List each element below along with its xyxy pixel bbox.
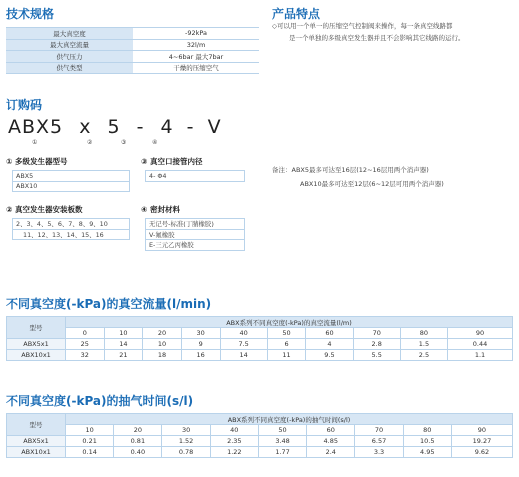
plate-group-title: ② 真空发生器安装板数 — [6, 205, 83, 214]
note-line: ABX10最多可达至12层(6~12层可用两个消声器) — [300, 180, 444, 188]
note-line: 备注：ABX5最多可达至16层(12~16层用两个消声器) — [272, 166, 429, 174]
code-marker: ① — [32, 139, 38, 146]
code-marker: ② — [87, 139, 93, 146]
evac-table-title: 不同真空度(-kPa)的抽气时间(s/l) — [6, 394, 194, 408]
table-row — [7, 436, 513, 447]
model-option: ABX10 — [13, 181, 130, 192]
spec-value: 32l/m — [133, 39, 259, 51]
table-cell: 0.21 — [66, 436, 114, 447]
column-header: 30 — [181, 328, 220, 339]
code-part: 5 — [107, 116, 121, 138]
code-marker: ③ — [121, 139, 127, 146]
table-cell: 4.85 — [307, 436, 355, 447]
table-cell: 2.8 — [353, 339, 400, 350]
column-header: 40 — [220, 328, 267, 339]
row-model: ABX5x1 — [7, 339, 66, 350]
table-cell: 14 — [104, 339, 143, 350]
model-group-title: ① 多级发生器型号 — [6, 157, 68, 166]
spec-label: 最大真空度 — [6, 28, 133, 40]
table-cell: 4 — [306, 339, 353, 350]
table-row — [7, 350, 513, 361]
column-header: 60 — [307, 425, 355, 436]
column-header: 80 — [400, 328, 447, 339]
features-line: ◇可以用一个单一的压缩空气控制阀来操作，每一条真空线路都 — [272, 22, 453, 30]
code-separator: - — [136, 116, 145, 138]
table-cell: 1.5 — [400, 339, 447, 350]
spec-table — [6, 27, 259, 74]
spec-row — [6, 62, 259, 74]
evac-header: ABX系列不同真空度(-kPa)的抽气时间(s/l) — [66, 414, 513, 425]
table-cell: 18 — [143, 350, 182, 361]
table-cell: 9 — [181, 339, 220, 350]
port-group-title: ③ 真空口接管内径 — [141, 157, 203, 166]
flow-table-title: 不同真空度(-kPa)的真空流量(l/min) — [6, 297, 212, 311]
row-model: ABX10x1 — [7, 350, 66, 361]
table-cell: 1.52 — [162, 436, 210, 447]
spec-value: 干燥的压缩空气 — [133, 62, 259, 74]
evac-columns — [7, 425, 513, 436]
model-option: ABX5 — [13, 171, 130, 182]
table-cell: 2.5 — [400, 350, 447, 361]
code-part: V — [207, 116, 222, 138]
plate-list — [12, 218, 130, 240]
model-list — [12, 170, 130, 192]
seal-option: 无记号-标准(丁腈橡胶) — [146, 219, 245, 230]
code-marker: ④ — [152, 139, 158, 146]
table-cell: 11 — [267, 350, 306, 361]
model-header: 型号 — [7, 414, 66, 436]
table-cell: 2.35 — [210, 436, 258, 447]
column-header: 90 — [451, 425, 512, 436]
spec-label: 供气类型 — [6, 62, 133, 74]
seal-option: E-三元乙丙橡胶 — [146, 240, 245, 251]
table-cell: 16 — [181, 350, 220, 361]
column-header: 50 — [267, 328, 306, 339]
features-text — [272, 20, 512, 44]
spec-row — [6, 39, 259, 51]
spec-label: 最大真空流量 — [6, 39, 133, 51]
code-part: 4 — [160, 116, 174, 138]
table-cell: 25 — [66, 339, 105, 350]
flow-table — [6, 316, 513, 361]
table-cell: 1.1 — [448, 350, 513, 361]
table-cell: 1.77 — [258, 447, 306, 458]
plate-option: 11、12、13、14、15、16 — [13, 229, 130, 240]
column-header: 70 — [353, 328, 400, 339]
table-cell: 14 — [220, 350, 267, 361]
spec-value: -92kPa — [133, 28, 259, 40]
table-cell: 9.62 — [451, 447, 512, 458]
code-separator: - — [186, 116, 195, 138]
flow-columns — [7, 328, 513, 339]
column-header: 30 — [162, 425, 210, 436]
port-option: 4- Φ4 — [146, 171, 245, 182]
evac-table — [6, 413, 513, 458]
spec-label: 供气压力 — [6, 51, 133, 63]
column-header: 20 — [143, 328, 182, 339]
flow-header: ABX系列不同真空度(-kPa)的真空流量(l/m) — [66, 317, 513, 328]
model-header: 型号 — [7, 317, 66, 339]
table-cell: 32 — [66, 350, 105, 361]
column-header: 70 — [355, 425, 403, 436]
seal-option: V-氟橡胶 — [146, 229, 245, 240]
order-title: 订购码 — [6, 98, 43, 112]
table-cell: 10 — [143, 339, 182, 350]
spec-row — [6, 28, 259, 40]
table-row — [7, 447, 513, 458]
table-cell: 0.78 — [162, 447, 210, 458]
table-cell: 0.81 — [114, 436, 162, 447]
table-row — [7, 339, 513, 350]
table-cell: 21 — [104, 350, 143, 361]
order-code — [8, 116, 222, 138]
table-cell: 10.5 — [403, 436, 451, 447]
spec-value: 4~6bar 最大7bar — [133, 51, 259, 63]
code-part: ABX5 — [8, 116, 64, 138]
features-title: 产品特点 — [272, 7, 321, 21]
column-header: 80 — [403, 425, 451, 436]
column-header: 90 — [448, 328, 513, 339]
table-cell: 5.5 — [353, 350, 400, 361]
column-header: 0 — [66, 328, 105, 339]
features-line: 是一个单独的多级真空发生器并且不会影响其它线路的运行。 — [289, 34, 465, 42]
seal-group-title: ④ 密封材料 — [141, 205, 180, 214]
table-cell: 1.22 — [210, 447, 258, 458]
column-header: 10 — [66, 425, 114, 436]
spec-row — [6, 51, 259, 63]
order-note — [272, 163, 444, 191]
table-cell: 0.40 — [114, 447, 162, 458]
column-header: 10 — [104, 328, 143, 339]
table-cell: 0.44 — [448, 339, 513, 350]
column-header: 40 — [210, 425, 258, 436]
table-cell: 6 — [267, 339, 306, 350]
table-cell: 7.5 — [220, 339, 267, 350]
table-cell: 6.57 — [355, 436, 403, 447]
plate-option: 2、3、4、5、6、7、8、9、10 — [13, 219, 130, 230]
table-cell: 4.95 — [403, 447, 451, 458]
table-cell: 0.14 — [66, 447, 114, 458]
table-cell: 3.3 — [355, 447, 403, 458]
table-cell: 2.4 — [307, 447, 355, 458]
column-header: 50 — [258, 425, 306, 436]
table-cell: 19.27 — [451, 436, 512, 447]
code-separator: x — [79, 116, 92, 138]
table-cell: 9.5 — [306, 350, 353, 361]
row-model: ABX5x1 — [7, 436, 66, 447]
port-list — [145, 170, 245, 182]
row-model: ABX10x1 — [7, 447, 66, 458]
spec-title: 技术规格 — [6, 7, 55, 21]
column-header: 60 — [306, 328, 353, 339]
seal-list — [145, 218, 245, 251]
table-cell: 3.48 — [258, 436, 306, 447]
column-header: 20 — [114, 425, 162, 436]
